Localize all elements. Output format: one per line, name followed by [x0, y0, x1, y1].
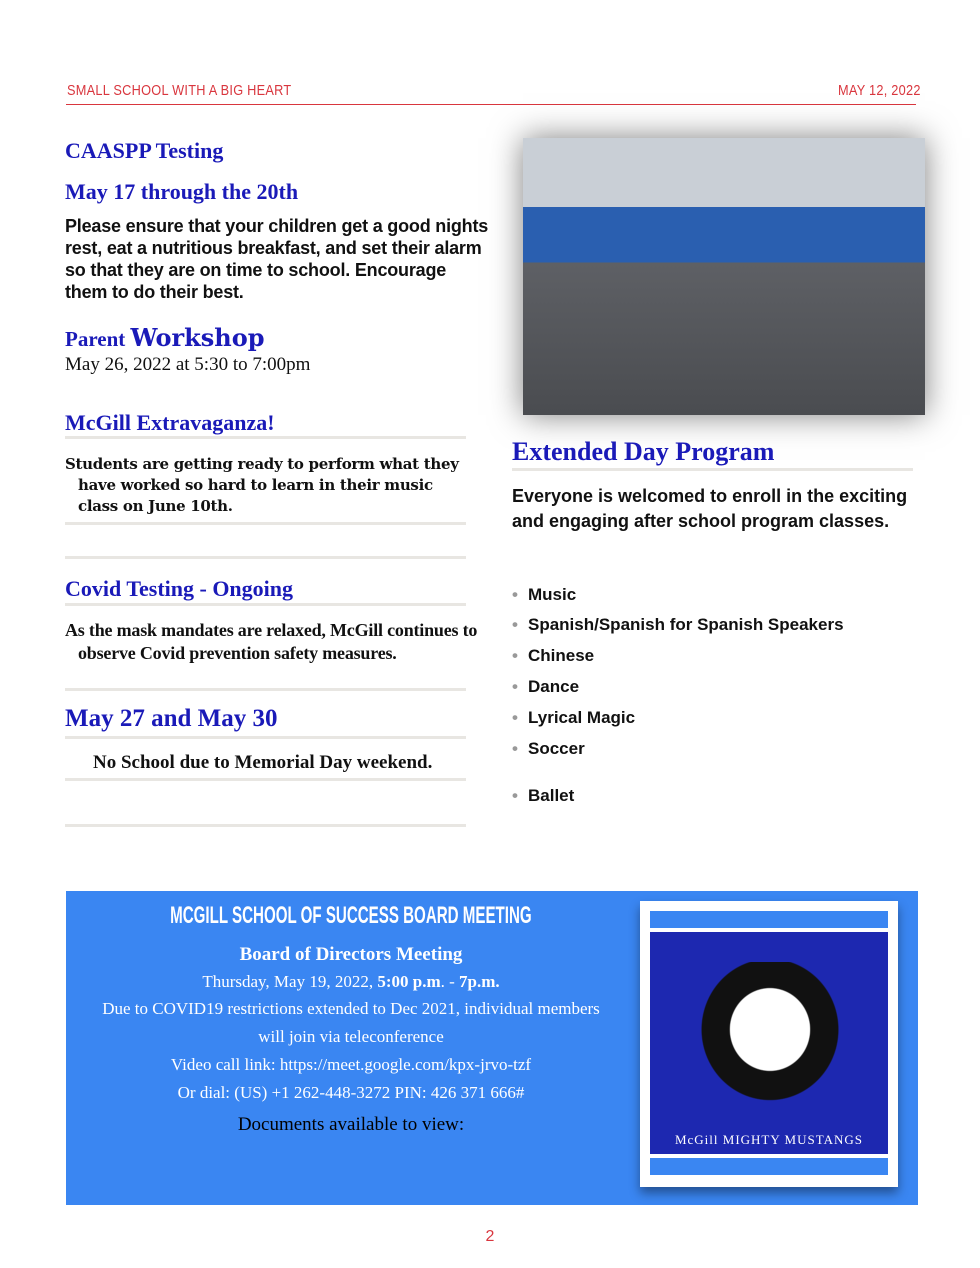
divider: [65, 824, 466, 827]
header-tagline: SMALL SCHOOL WITH A BIG HEART: [67, 82, 292, 99]
extravaganza-body: Students are getting ready to perform what they have worked so hard to learn in their music class on June 10th.: [65, 455, 459, 515]
divider: [65, 556, 466, 559]
board-title-wrap: [0, 901, 736, 933]
caaspp-subtitle: May 17 through the 20th: [65, 179, 299, 204]
page-number: 2: [485, 1228, 495, 1245]
dial-in: Or dial: (US) +1 262-448-3272 PIN: 426 371 666#: [177, 1083, 525, 1102]
caaspp-body: Please ensure that your children get a good nights rest, eat a nutritious breakfast, and set their alarm so that they are on time to school. Encourage them to do their best.: [65, 216, 489, 302]
documents-label: Documents available to view:: [237, 1114, 465, 1135]
board-subtitle: Board of Directors Meeting: [239, 944, 463, 965]
memorial-body: No School due to Memorial Day weekend.: [93, 752, 433, 773]
list-item: • Chinese: [512, 646, 844, 666]
caaspp-title: CAASPP Testing: [65, 138, 224, 163]
list-item: • Spanish/Spanish for Spanish Speakers: [512, 615, 844, 635]
divider: [65, 778, 466, 781]
board-line1: Due to COVID19 restrictions extended to Dec 2021, individual members: [102, 999, 600, 1018]
mustang-icon: [690, 962, 850, 1112]
logo-text: McGill MIGHTY MUSTANGS: [674, 1132, 864, 1147]
board-title: MCGILL SCHOOL OF SUCCESS BOARD MEETING: [170, 902, 532, 929]
board-line2: will join via teleconference: [258, 1027, 444, 1046]
list-item: • Music: [512, 585, 844, 605]
students-photo: [523, 138, 925, 415]
divider: [512, 468, 913, 471]
workshop-date: May 26, 2022 at 5:30 to 7:00pm: [65, 354, 311, 375]
extended-body: Everyone is welcomed to enroll in the exciting and engaging after school program classes.: [512, 486, 908, 531]
memorial-title: May 27 and May 30: [65, 705, 278, 732]
program-list: [512, 585, 844, 806]
divider: [65, 522, 466, 525]
divider: [65, 688, 466, 691]
header-date: MAY 12, 2022: [838, 82, 921, 99]
divider: [65, 603, 466, 606]
list-item: • Soccer: [512, 739, 844, 759]
workshop-title-b: Workshop: [130, 323, 265, 352]
board-meeting-panel: [66, 891, 918, 1205]
covid-body: As the mask mandates are relaxed, McGill continues to observe Covid prevention safety measures.: [65, 620, 478, 663]
covid-title: Covid Testing - Ongoing: [65, 576, 294, 601]
divider: [65, 436, 466, 439]
list-item: • Dance: [512, 677, 844, 697]
header-rule: [66, 104, 916, 105]
divider: [65, 736, 466, 739]
extended-title: Extended Day Program: [512, 437, 775, 466]
list-item: • Ballet: [512, 786, 844, 806]
board-date: Thursday, May 19, 2022, 5:00 p.m. - 7p.m.: [202, 972, 500, 991]
video-link[interactable]: Video call link: https://meet.google.com/kpx-jrvo-tzf: [170, 1055, 532, 1074]
workshop-title-a: Parent: [65, 327, 126, 351]
extravaganza-title: McGill Extravaganza!: [65, 410, 275, 435]
mustangs-logo: [640, 901, 898, 1187]
list-item: • Lyrical Magic: [512, 708, 844, 728]
workshop-title: [65, 323, 265, 352]
